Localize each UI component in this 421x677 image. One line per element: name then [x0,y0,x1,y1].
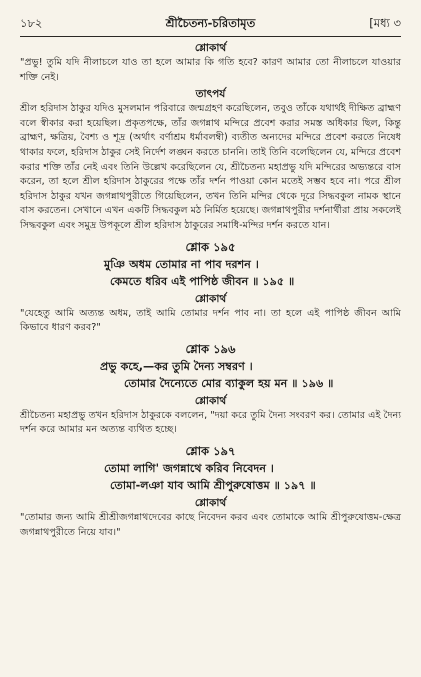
translation-heading: শ্লোকার্থ [194,42,227,54]
verse-197 [20,460,401,494]
translation-text: "প্রভু! তুমি যদি নীলাচলে যাও তা হলে আমার কি গতি হবে? কারণ আমার তো নীলাচলে যাওয়ার শক্তি নেই। [20,57,401,83]
verse-196 [20,358,401,392]
running-head [20,12,401,34]
header-rule [20,36,401,37]
section-label: [মধ্য ৩ [369,16,401,30]
verse-195-translation: "যেহেতু আমি অত্যন্ত অধম, তাই আমি তোমার দর্শন পাব না। তা হলে এই পাপিষ্ঠ জীবন আমি কিভাবে ধারণ করব?" [20,307,401,334]
verse-195-translation-heading: শ্লোকার্থ [194,292,227,305]
verse-197-translation: "তোমার জন্য আমি শ্রীশ্রীজগন্নাথদেবের কাছে নিবেদন করব এবং তোমাকে আমি শ্রীপুরুষোত্তম-ক্ষেত্র জগন্নাথপুরীতে নিয়ে যাব।" [20,511,401,538]
verse-195-line-1: মুঞি অধম তোমার না পাব দরশন । [104,257,259,271]
verse-196-title: শ্লোক ১৯৬ [185,341,236,356]
book-title: শ্রীচৈতন্য-চরিতামৃত [165,16,256,30]
verse-197-line-1: তোমা লাগি' জগন্নাথে করিব নিবেদন । [104,461,274,475]
verse-195 [20,256,401,290]
purport-text: শ্রীল হরিদাস ঠাকুর যদিও মুসলমান পরিবারে জন্মগ্রহণ করেছিলেন, তবুও তাঁকে যথার্থই দীক্ষিত ব্রাহ্মণ বলে স্বীকার করা হয়েছিল। প্রকৃতপক্ষে, তাঁর জগন্নাথ মন্দিরে প্রবেশ করার সমস্ত অধিকার ছিল, কিন্তু ব্রাহ্মণ, ক্ষত্রিয়, বৈশ্য ও শূদ্র (অর্থাৎ বর্ণাশ্রম ধর্মাবলম্বী) ব্যতীত অন্যদের মন্দিরে প্রবেশ করতে নিষেধ থাকার ফলে, হরিদাস ঠাকুর সেই নির্দেশ লঙ্ঘন করতে চাননি। তাই তিনি বলেছিলেন যে, মন্দিরে প্রবেশ করার শক্তি তাঁর নেই এবং তিনি উল্লেখ করেছিলেন যে, শ্রীচৈতন্য মহাপ্রভু যদি মন্দিরের অভ্যন্তরে বাস করেন, তা হলে শ্রীল হরিদাস ঠাকুরের পক্ষে তাঁর দর্শন পাওয়া কোন মতেই সম্ভব হবে না। পরে শ্রীল হরিদাস ঠাকুর যখন জগন্নাথপুরীতে গিয়েছিলেন, তখন তিনি মন্দির থেকে দূরে সিদ্ধবকুল নামক স্থানে বাস করতেন। সেখানে এখন একটি সিদ্ধবকুল মঠ নির্মিত হয়েছে। জগন্নাথপুরীর দর্শনার্থীরা প্রায় সকলেই সিদ্ধবকুল এবং সমুদ্র উপকূলে শ্রীল হরিদাস ঠাকুরের সমাধি-মন্দির দর্শন করতে যান। [20,103,401,231]
verse-195-title: শ্লোক ১৯৫ [185,239,236,254]
verse-196-line-1: প্রভু কহে,—কর তুমি দৈন্য সম্বরণ । [100,359,253,373]
verse-196-line-2: তোমার দৈন্যেতে মোর ব্যাকুল হয় মন ॥ ১৯৬ ॥ [124,376,334,390]
verse-197-title: শ্লোক ১৯৭ [185,443,236,458]
purport-heading: তাৎপর্য [195,88,226,101]
verse-196-translation: শ্রীচৈতন্য মহাপ্রভু তখন হরিদাস ঠাকুরকে বললেন, "দয়া করে তুমি দৈন্য সংবরণ কর। তোমার এই দৈন্য দর্শন করে আমার মন অত্যন্ত ব্যথিত হচ্ছে। [20,409,401,436]
verse-195-line-2: কেমতে ধরিব এই পাপিষ্ঠ জীবন ॥ ১৯৫ ॥ [110,274,295,288]
verse-197-line-2: তোমা-লঞা যাব আমি শ্রীপুরুষোত্তম ॥ ১৯৭ ॥ [110,478,316,492]
verse-197-translation-heading: শ্লোকার্থ [194,496,227,509]
page-number: ১৮২ [20,16,43,30]
verse-196-translation-heading: শ্লোকার্থ [194,394,227,407]
